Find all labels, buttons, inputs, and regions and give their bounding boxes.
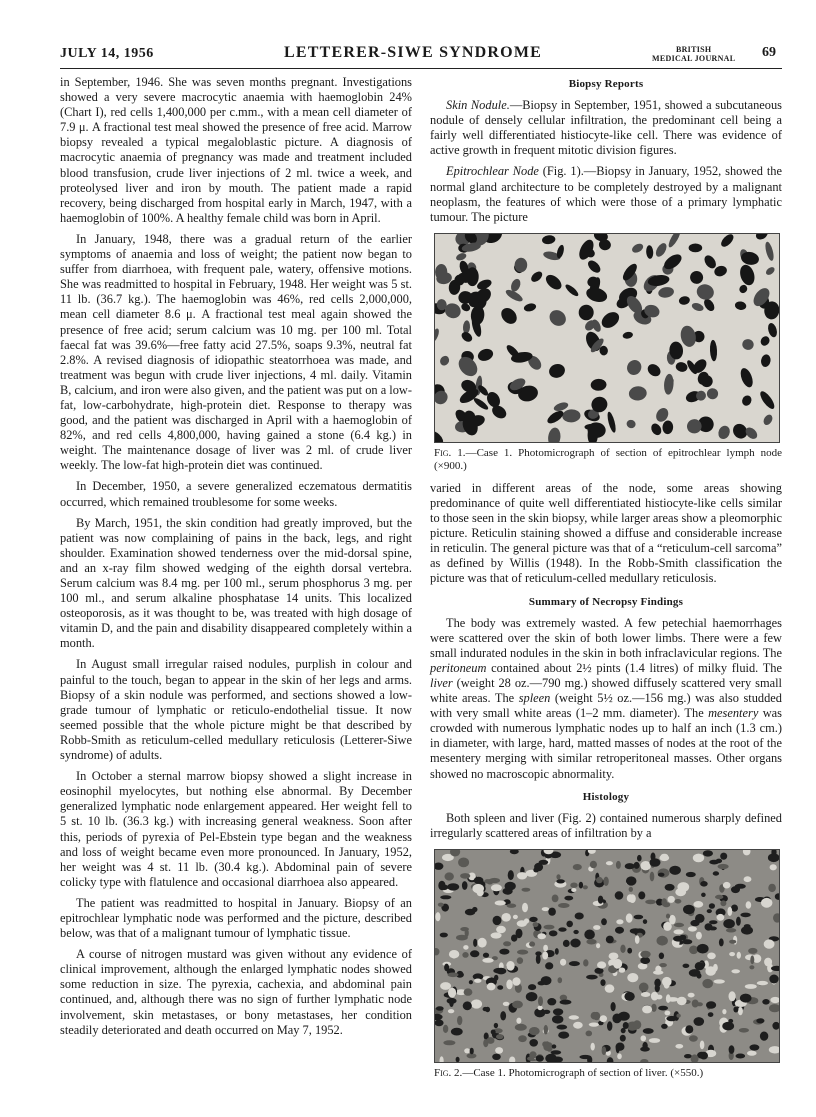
paragraph: The patient was readmitted to hospital in January. Biopsy of an epitrochlear lymphatic node was performed and the picture, described below, was that of a malignant tumour of lymphatic tissue.: [60, 895, 412, 941]
section-heading-histology: Histology: [582, 790, 630, 803]
paragraph: In December, 1950, a severe generalized eczematous dermatitis occurred, which remained troublesome for some weeks.: [60, 479, 412, 509]
header-date: JULY 14, 1956: [60, 46, 154, 61]
paragraph: In October a sternal marrow biopsy showed a slight increase in eosinophil myelocytes, but nothing else abnormal. By December generalized lymphatic node enlargement appeared. Her weight fell to 5 st. 10 lb. (36.3 kg.) with increasing general weakness. Soon after this, periods of pyrexia of Pel-Ebstein type began and the weakness and loss of weight became even more pronounced. In January, 1952, her weight was 4 st. 11 lb. (30.4 kg.). Abdominal pain of severe colicky type with flatulence and occasional diarrhoea also appeared.: [60, 769, 412, 889]
figure-2-caption: Fig. 2.—Case 1. Photomicrograph of section of liver. (×550.): [434, 1066, 704, 1079]
lymph-node-micrograph: [435, 234, 779, 442]
liver-micrograph: [435, 850, 779, 1062]
figure-2-photomicrograph: [434, 849, 780, 1063]
paragraph-histology: Both spleen and liver (Fig. 2) contained numerous sharply defined irregularly scattered areas of infiltration by a: [430, 810, 782, 840]
running-header: [60, 40, 782, 69]
paragraph: In January, 1948, there was a gradual return of the earlier symptoms of anaemia and loss of weight; the patient now began to suffer from diarrhoea, with frequent pale, watery, offensive motions. She was readmitted to hospital in February, 1948. Her weight was 5 st. 11 lb. (36.7 kg.). The haemoglobin was 46%, red cells 2,000,000, mean cell diameter 8.6 μ. A fractional test meal again showed the presence of free acid; serum calcium was 10 mg. per 100 ml. Total faecal fat was 39.6%—free fatty acid 27.5%, soaps 9.3%, neutral fat 2.8%. A revised diagnosis of idiopathic steatorrhoea was made, and treatment was begun with crude liver injections, 4 ml. daily. Vitamin B, calcium, and iron were also given, and the patient was put on a low-fat, low-carbohydrate, high-protein diet. Response to therapy was good, and the patient was discharged in April with a haemoglobin of 82%, and red cells 4,800,000, having gained a stone (6.4 kg.) in weight. The maintenance dosage of liver was 2 ml. of crude liver weekly. The low-fat high-protein diet was continued.: [60, 231, 413, 473]
paragraph: in September, 1946. She was seven months pregnant. Investigations showed a very severe macrocytic anaemia with haemoglobin 24% (Chart I), red cells 1,400,000 per c.mm., with a mean cell diameter of 7.9 μ. A fractional test meal showed the presence of free acid. Marrow biopsy revealed a typical megaloblastic picture. A diagnosis of macrocytic anaemia of pregnancy was made and treatment included blood transfusion, crude liver injections of 2 ml. twice a week, and proteolysed liver and iron by mouth. The patient made a rapid recovery, being discharged from hospital early in March, 1947, with a haemoglobin of 100%. A healthy female child was born in April.: [60, 75, 412, 225]
page-number: 69: [762, 45, 776, 60]
left-column: [60, 75, 412, 1044]
figure-1-photomicrograph: [434, 233, 780, 443]
header-journal: BRITISH MEDICAL JOURNAL: [652, 45, 736, 63]
paragraph-continued: varied in different areas of the node, some areas showing predominance of quite well differentiated histiocyte-like cells similar to those seen in the skin biopsy, while larger areas show a pleomorphic picture. Reticulin staining showed a diffuse and considerable increase in reticulin. The general picture was that of a “reticulum-cell sarcoma” as defined by Willis (1948). In the Robb-Smith classification the picture was that of reticulum-celled medullary reticulosis.: [430, 480, 782, 586]
paragraph-skin-nodule: Skin Nodule.—Biopsy in September, 1951, showed a subcutaneous nodule of densely cellular infiltration, the predominant cell being a fairly well differentiated histiocyte-like cell. There was evidence of active growth in frequent mitotic division figures.: [430, 98, 783, 158]
section-heading-biopsy: Biopsy Reports: [568, 78, 644, 90]
paragraph-necropsy: The body was extremely wasted. A few petechial haemorrhages were scattered over the skin of both lower limbs. There were a few small indurated nodules in the skin in both infraclavicular regions. The peritoneum contained about 2½ pints (1.4 litres) of milky fluid. The liver (weight 28 oz.—790 mg.) showed diffusely scattered very small white areas. The spleen (weight 5½ oz.—156 mg.) was also studded with very small white areas (1–2 mm. diameter). The mesentery was crowded with numerous lymphatic nodes up to half an inch (1.3 cm.) in diameter, with large, hard, matted masses of nodes at the root of the mesentery merging with similar retroperitoneal masses. Other organs showed no macroscopic abnormality.: [430, 615, 782, 781]
section-heading-necropsy: Summary of Necropsy Findings: [528, 595, 684, 608]
paragraph: In August small irregular raised nodules, purplish in colour and painful to the touch, began to appear in the skin of her legs and arms. Biopsy of a skin nodule was performed, and sections showed a low-grade tumour of lymphatic or reticulo-endothelial tissue. It now seemed possible that the whole picture might be that described by Robb-Smith as reticulum-celled medullary reticulosis (Letterer-Siwe syndrome) of adults.: [60, 657, 412, 763]
header-title: LETTERER-SIWE SYNDROME: [284, 44, 543, 61]
paragraph: A course of nitrogen mustard was given without any evidence of clinical improvement, although the enlarged lymphatic nodes showed some reduction in size. The pyrexia, cachexia, and abdominal pain continued, and, although there was no sign of further lymphatic node involvement, skin metastases, or bony metastases, her condition steadily deteriorated and death occurred on May 7, 1952.: [60, 947, 412, 1037]
right-column: [430, 75, 782, 1088]
paragraph-epitrochlear: Epitrochlear Node (Fig. 1).—Biopsy in January, 1952, showed the normal gland architecture to be completely destroyed by a malignant neoplasm, the features of which were those of a primary lymphatic tumour. The picture: [430, 164, 782, 224]
figure-1-caption: Fig. 1.—Case 1. Photomicrograph of section of epitrochlear lymph node (×900.): [434, 446, 783, 472]
paragraph: By March, 1951, the skin condition had greatly improved, but the patient was now complaining of pains in the back, legs, and right shoulder. Examination showed tenderness over the mid-dorsal spine, and an x-ray film showed wedging of the eighth dorsal vertebra. Serum calcium was 8.4 mg. per 100 ml., serum phosphorus 3 mg. per 100 ml., and serum alkaline phosphatase 14 units. This localized osteoporosis, as it was thought to be, was treated with high dosage of vitamin D, and the pain and disability disappeared completely within a month.: [60, 515, 412, 651]
